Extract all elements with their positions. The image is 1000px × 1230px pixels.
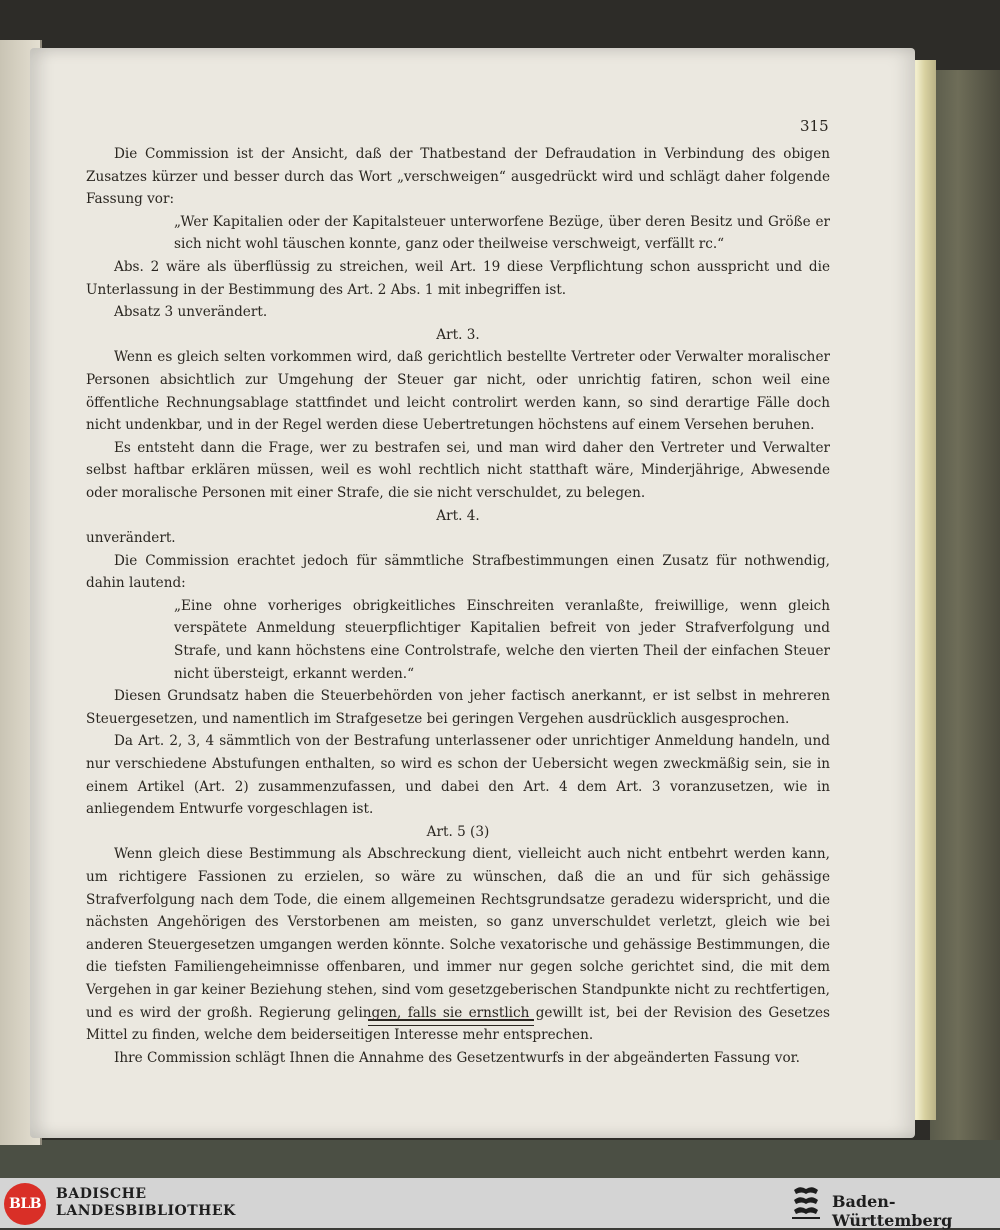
library-name-line: BADISCHE [56,1186,147,1202]
quoted-wording: „Eine ohne vorheriges obrigkeitliches Einschreiten veranlaßte, freiwillige, wenn gleich verspätete Anmeldung steuerpflichtiger Kapitalien befreit von jeder Strafverfolgung und Strafe, und kann höchstens eine Controlstrafe, welche den vierten Theil der einfachen Steuer nicht übersteigt, erkannt werden.“ [174,597,830,682]
paragraph: Wenn gleich diese Bestimmung als Abschreckung dient, vielleicht auch nicht entbehrt werden kann, um richtigere Fassionen zu erzielen, so wäre zu wünschen, daß die an und für sich gehässige Strafverfolgung nach dem Tode, die einem allgemeinen Rechtsgrundsatze geradezu widerspricht, und die nächsten Angehörigen des Verstorbenen am meisten, so ganz unverschuldet verletzt, gleich wie bei anderen Steuergesetzen umgangen werden könnte. Solche vexatorische und gehässige Bestimmungen, die die tiefsten Familiengeheimnisse offenbaren, und immer nur gegen solche gerichtet sind, die mit dem Vergehen in gar keiner Beziehung stehen, sind vom gesetzgeberischen Standpunkte nicht zu rechtfertigen, und es wird der großh. Regierung gelingen, falls sie ernstlich gewillt ist, bei der Revision des Gesetzes Mittel zu finden, welche dem beiderseitigen Interesse mehr entsprechen. [86,846,830,1044]
coat-of-arms-icon[interactable] [790,1184,822,1222]
book-cover [0,1140,1000,1178]
document-text [86,143,830,1069]
library-name-line: LANDESBIBLIOTHEK [56,1203,236,1219]
book-spine-edge [930,70,1000,1140]
paragraph: Diesen Grundsatz haben die Steuerbehörden von jeher factisch anerkannt, er ist selbst in mehreren Steuergesetzen, und namentlich im Strafgesetze bei geringen Vergehen ausdrücklich ausgesprochen. [86,688,830,727]
blb-logo[interactable]: BLB [4,1183,46,1225]
paragraph: Da Art. 2, 3, 4 sämmtlich von der Bestrafung unterlassener oder unrichtiger Anmeldung handeln, und nur verschiedene Abstufungen enthalten, so wird es schon der Uebersicht wegen zweckmäßig sein, sie in einem Artikel (Art. 2) zusammenzufassen, und dabei den Art. 4 dem Art. 3 voranzusetzen, wie in anliegendem Entwurfe vorgeschlagen ist. [86,733,830,818]
paragraph: Die Commission ist der Ansicht, daß der Thatbestand der Defraudation in Verbindung des obigen Zusatzes kürzer und besser durch das Wort „verschweigen“ ausgedrückt wird und schlägt daher folgende Fassung vor: [86,146,830,208]
paragraph: Ihre Commission schlägt Ihnen die Annahme des Gesetzentwurfs in der abgeänderten Fassung vor. [114,1049,800,1066]
paragraph: Die Commission erachtet jedoch für sämmtliche Strafbestimmungen einen Zusatz für nothwendig, dahin lautend: [86,552,830,592]
closing-rule [368,1019,534,1021]
paragraph: Wenn es gleich selten vorkommen wird, daß gerichtlich bestellte Vertreter oder Verwalter moralischer Personen absichtlich zur Umgehung der Steuer gar nicht, oder unrichtig fatiren, schon weil eine öffentliche Rechnungsablage stattfindet und leicht controlirt werden kann, so sind derartige Fälle doch nicht undenkbar, und in der Regel werden diese Uebertretungen höchstens auf einem Versehen beruhen. [86,349,830,434]
paragraph: unverändert. [86,530,176,547]
article-heading: Art. 3. [436,326,480,343]
paragraph: Absatz 3 unverändert. [114,304,268,321]
paragraph: Abs. 2 wäre als überflüssig zu streichen, weil Art. 19 diese Verpflichtung schon ausspricht und die Unterlassung in der Bestimmung des Art. 2 Abs. 1 mit inbegriffen ist. [86,258,830,298]
closing-rule [368,1025,534,1026]
quoted-wording: „Wer Kapitalien oder der Kapitalsteuer unterworfene Bezüge, über deren Besitz und Größe er sich nicht wohl täuschen konnte, ganz oder theilweise verschweigt, verfällt rc.“ [174,213,830,253]
library-name[interactable] [56,1186,236,1220]
article-heading: Art. 4. [436,507,480,524]
page-number: 315 [800,117,829,135]
article-heading: Art. 5 (3) [426,823,490,840]
state-name[interactable]: Baden-Württemberg [832,1192,953,1230]
paragraph: Es entsteht dann die Frage, wer zu bestrafen sei, und man wird daher den Vertreter und Verwalter selbst haftbar erklären müssen, weil es wohl rechtlich nicht statthaft wäre, Minderjährige, Abwesende oder moralische Personen mit einer Strafe, die sie nicht verschuldet, zu belegen. [86,439,830,501]
